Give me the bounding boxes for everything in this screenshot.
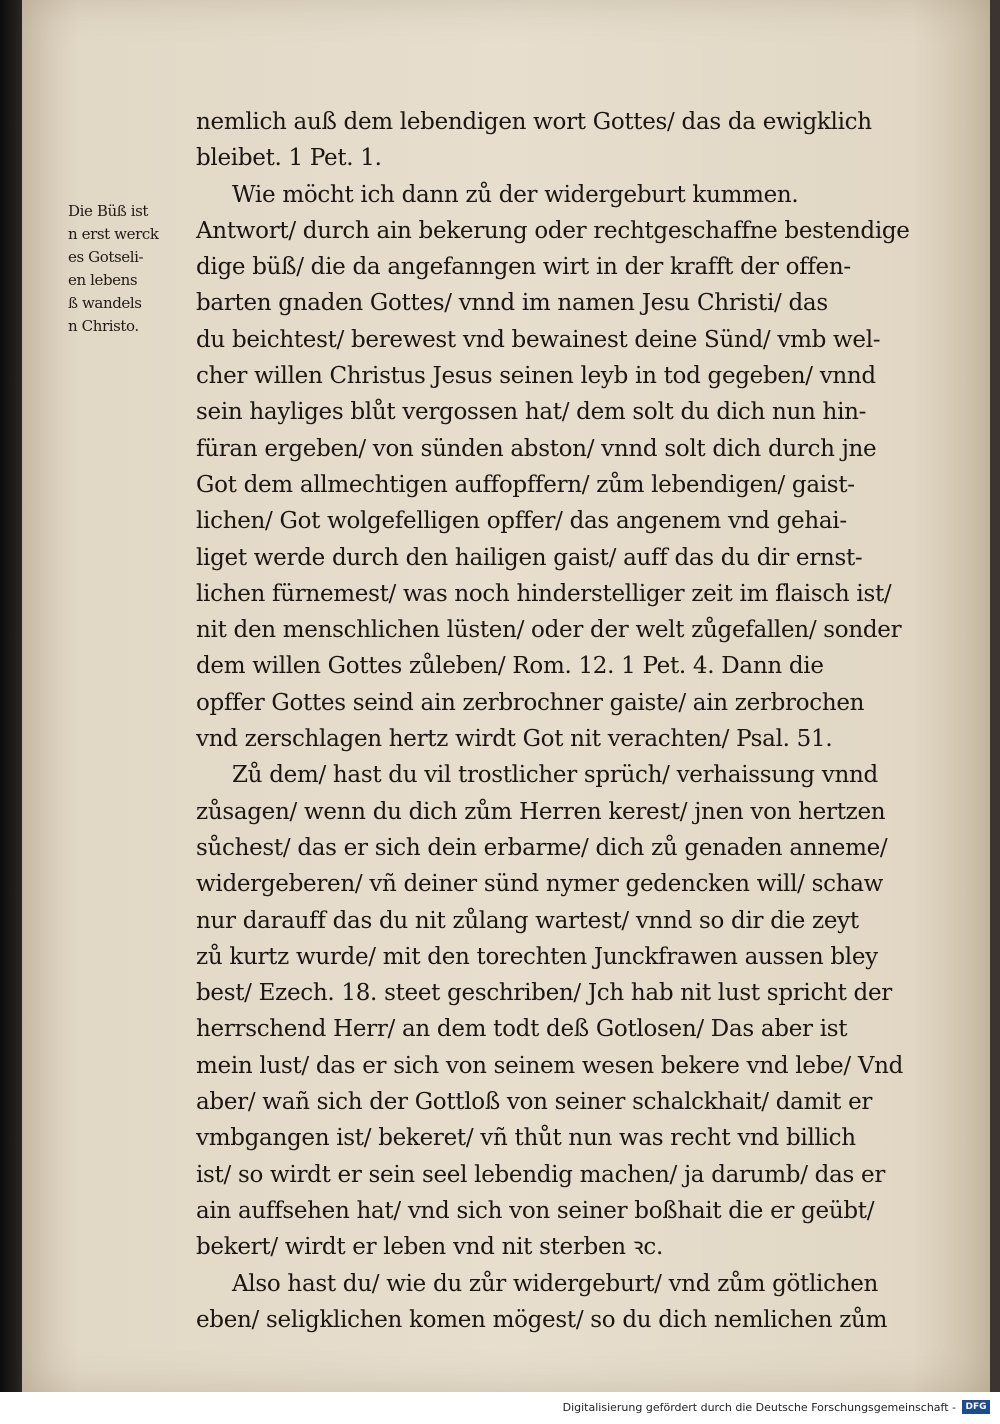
marginal-note (68, 200, 183, 338)
dfg-logo: DFG (962, 1400, 990, 1414)
marginal-line: ß wandels (68, 294, 142, 312)
text-line: nit den menschlichen lüsten/ oder der welt zůgefallen/ sonder (196, 617, 902, 644)
footer-bar (0, 1392, 1000, 1424)
text-line: bekert/ wirdt er leben vnd nit sterben ꝛc. (196, 1234, 664, 1261)
text-line: dem willen Gottes zůleben/ Rom. 12. 1 Pet. 4. Dann die (196, 653, 824, 680)
text-line: Wie möcht ich dann zů der widergeburt kummen. (232, 181, 799, 208)
body-text (196, 104, 931, 1338)
text-line: füran ergeben/ von sünden abston/ vnnd solt dich durch jne (196, 435, 877, 462)
text-line: opffer Gottes seind ain zerbrochner gaiste/ ain zerbrochen (196, 689, 865, 716)
text-line: Zů dem/ hast du vil trostlicher sprüch/ verhaissung vnnd (232, 762, 878, 789)
text-line: sůchest/ das er sich dein erbarme/ dich zů genaden anneme/ (196, 834, 888, 861)
text-line: bleibet. 1 Pet. 1. (196, 145, 382, 172)
text-line: nur darauff das du nit zůlang wartest/ vnnd so dir die zeyt (196, 907, 859, 934)
text-line: du beichtest/ berewest vnd bewainest deine Sünd/ vmb wel- (196, 326, 881, 353)
right-edge (990, 0, 1000, 1392)
marginal-line: es Gotseli- (68, 248, 144, 266)
text-line: best/ Ezech. 18. steet geschriben/ Jch hab nit lust spricht der (196, 980, 892, 1007)
text-line: barten gnaden Gottes/ vnnd im namen Jesu Christi/ das (196, 290, 828, 317)
text-line: sein hayliges blůt vergossen hat/ dem solt du dich nun hin- (196, 399, 867, 426)
text-line: herrschend Herr/ an dem todt deß Gotlosen/ Das aber ist (196, 1016, 848, 1043)
text-line: vmbgangen ist/ bekeret/ vñ thůt nun was recht vnd billich (196, 1125, 856, 1152)
text-line: nemlich auß dem lebendigen wort Gottes/ das da ewigklich (196, 109, 872, 135)
text-line: liget werde durch den hailigen gaist/ auff das du dir ernst- (196, 544, 863, 571)
marginal-line: n erst werck (68, 225, 159, 243)
text-line: dige büß/ die da angefanngen wirt in der krafft der offen- (196, 254, 851, 281)
funding-credit: Digitalisierung gefördert durch die Deutsche Forschungsgemeinschaft - (562, 1401, 956, 1414)
marginal-line: n Christo. (68, 317, 139, 335)
text-line: lichen/ Got wolgefelligen opffer/ das angenem vnd gehai- (196, 508, 847, 535)
text-line: zůsagen/ wenn du dich zům Herren kerest/ jnen von hertzen (196, 798, 886, 825)
text-line: aber/ wañ sich der Gottloß von seiner schalckhait/ damit er (196, 1089, 873, 1116)
text-line: cher willen Christus Jesus seinen leyb in tod gegeben/ vnnd (196, 363, 876, 390)
text-line: zů kurtz wurde/ mit den torechten Junckfrawen aussen bley (196, 943, 878, 970)
text-line: ain auffsehen hat/ vnd sich von seiner boßhait die er geübt/ (196, 1197, 875, 1224)
text-line: widergeberen/ vñ deiner sünd nymer gedencken will/ schaw (196, 871, 884, 898)
left-binding-edge (0, 0, 22, 1424)
text-line: lichen fürnemest/ was noch hinderstelliger zeit im flaisch ist/ (196, 580, 892, 607)
text-line: Got dem allmechtigen auffopffern/ zům lebendigen/ gaist- (196, 471, 855, 498)
marginal-line: Die Büß ist (68, 202, 149, 220)
text-line: ist/ so wirdt er sein seel lebendig machen/ ja darumb/ das er (196, 1161, 886, 1188)
text-line: vnd zerschlagen hertz wirdt Got nit verachten/ Psal. 51. (196, 726, 833, 753)
text-line: mein lust/ das er sich von seinem wesen bekere vnd lebe/ Vnd (196, 1052, 904, 1079)
text-line: Antwort/ durch ain bekerung oder rechtgeschaffne bestendige (196, 217, 910, 244)
text-line: Also hast du/ wie du zůr widergeburt/ vnd zům götlichen (232, 1270, 879, 1297)
marginal-line: en lebens (68, 271, 138, 289)
text-line: eben/ seligklichen komen mögest/ so du dich nemlichen zům (196, 1306, 888, 1333)
